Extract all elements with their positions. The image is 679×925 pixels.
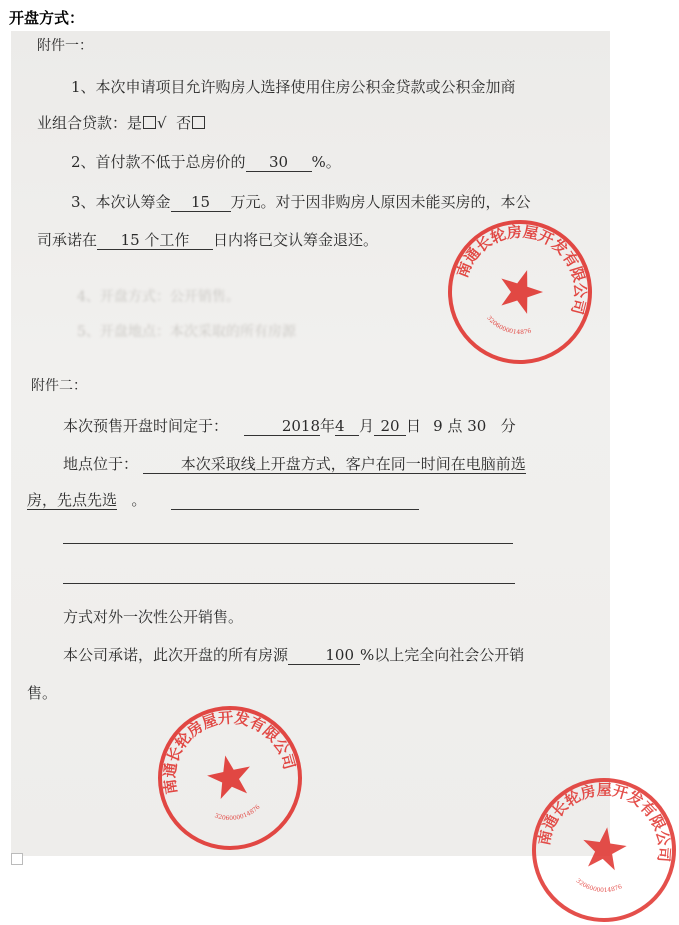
seal-company-name-2: 南通长轮房屋开发有限公司 <box>160 708 299 796</box>
refund-days-value: 15 个工作 <box>97 232 213 250</box>
opening-time-label: 本次预售开盘时间定于： <box>63 417 229 435</box>
location-line2-end: 。 <box>131 491 147 509</box>
location-underline-tail <box>171 509 419 510</box>
item3-prefix: 3、本次认筹金 <box>71 193 171 211</box>
seal-star-icon <box>493 263 548 316</box>
month-unit: 月 <box>359 417 375 435</box>
opening-hour: 9 <box>433 417 443 435</box>
opening-time-row <box>63 417 516 436</box>
minute-unit: 分 <box>500 417 516 435</box>
yes-checkbox <box>143 116 156 129</box>
blank-line-2 <box>63 583 515 584</box>
location-line2: 房，先点先选 <box>27 491 118 509</box>
promise-line2: 售。 <box>27 684 58 702</box>
item3-line2-suffix: 日内将已交认筹金退还。 <box>213 231 379 249</box>
opening-minute: 30 <box>467 417 487 435</box>
company-seal <box>445 217 595 367</box>
location-row-2 <box>27 491 146 510</box>
annex1-item1-line1: 1、本次申请项目允许购房人选择使用住房公积金贷款或公积金加商 <box>71 78 516 96</box>
location-line1: 本次采取线上开盘方式，客户在同一时间在电脑前选 <box>143 456 526 474</box>
year-unit: 年 <box>320 417 336 435</box>
item2-prefix: 2、首付款不低于总房价的 <box>71 153 246 171</box>
opening-day: 20 <box>374 418 406 436</box>
no-checkbox <box>192 116 205 129</box>
item2-suffix: %。 <box>311 153 341 171</box>
company-seal-2 <box>155 703 305 853</box>
location-label: 地点位于： <box>63 455 139 473</box>
svg-text:3206000014876 <box>574 877 625 897</box>
item1-no-label: 否 <box>176 114 192 132</box>
location-row <box>63 455 526 474</box>
opening-year: 2018 <box>244 418 320 436</box>
seal-company-name: 南通长轮房屋开发有限公司 <box>453 222 590 317</box>
image-placeholder-icon <box>11 853 23 865</box>
item3-suffix: 万元。对于因非购房人原因未能买房的，本公 <box>230 193 531 211</box>
seal-company-name-3: 南通长轮房屋开发有限公司 <box>534 780 674 863</box>
item3-line2-prefix: 司承诺在 <box>37 231 98 249</box>
ghost-text-1: 4、开盘方式：公开销售。 <box>77 289 240 305</box>
annex1-item2 <box>71 153 341 172</box>
seal-code: 3206000014876 <box>485 314 533 337</box>
day-unit: 日 <box>406 417 422 435</box>
seal-code-3: 3206000014876 <box>574 877 624 895</box>
seal-code-2: 3206000014876 <box>213 803 262 823</box>
opening-month: 4 <box>335 418 359 436</box>
yes-check-mark: √ <box>157 114 167 132</box>
seal-star-icon <box>204 751 255 801</box>
down-payment-value: 30 <box>246 154 312 172</box>
annex1-heading: 附件一： <box>37 38 93 54</box>
item1-yes-label: 业组合贷款：是 <box>37 114 143 132</box>
ghost-text-2: 5、开盘地点：本次采取的所有房源 <box>77 324 296 340</box>
page-title: 开盘方式： <box>9 9 85 27</box>
blank-line-1 <box>63 543 513 544</box>
annex1-item1-line2 <box>37 114 206 132</box>
document-photo <box>11 31 674 895</box>
annex1-item3-line2 <box>37 231 378 250</box>
annex1-item3 <box>71 193 531 212</box>
promise-suffix: %以上完全向社会公开销 <box>360 646 525 664</box>
deposit-value: 15 <box>171 194 231 212</box>
promise-prefix: 本公司承诺，此次开盘的所有房源 <box>63 646 289 664</box>
promise-value: 100 <box>288 647 360 665</box>
svg-text:3206000014876 <box>212 803 263 826</box>
annex2-heading: 附件二： <box>31 378 87 394</box>
svg-text:3206000014876 <box>483 313 534 341</box>
hour-unit: 点 <box>447 417 463 435</box>
company-seal-3 <box>529 775 679 925</box>
sales-method-text: 方式对外一次性公开销售。 <box>63 608 244 626</box>
seal-star-icon <box>580 824 629 871</box>
promise-row <box>63 646 524 665</box>
